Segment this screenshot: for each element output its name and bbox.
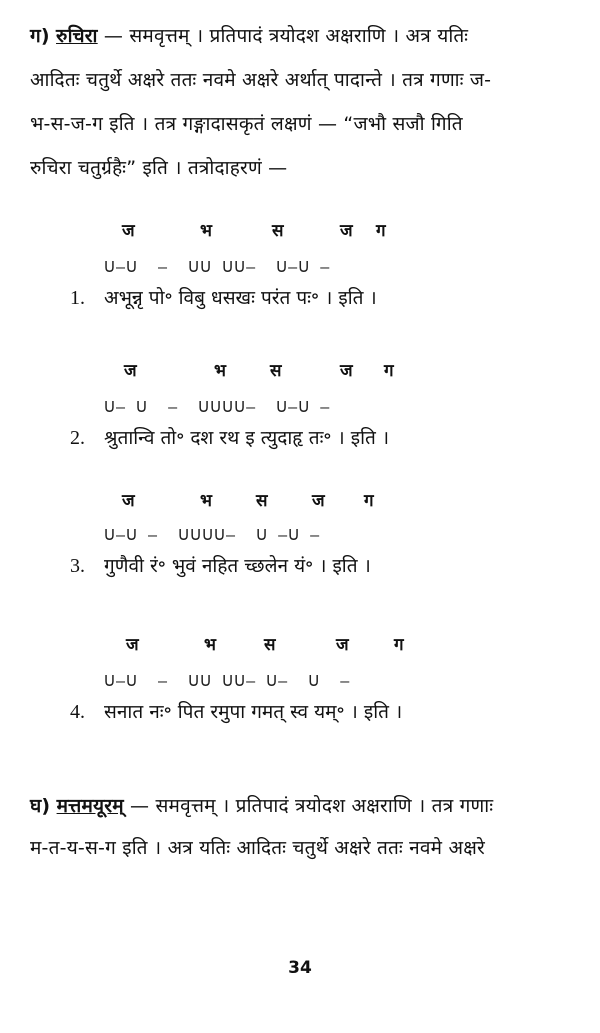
gana-label: ग	[384, 361, 394, 381]
meter-pattern: ᑌ–ᑌ – ᑌᑌ ᑌᑌ– ᑌ–ᑌ –	[104, 258, 331, 276]
example-number: 2.	[70, 427, 85, 449]
gana-label: भ	[214, 361, 226, 381]
gana-label: ग	[376, 221, 386, 241]
gana-label: स	[256, 491, 268, 511]
paragraph-line: आदितः चतुर्थे अक्षरे ततः नवमे अक्षरे अर्थात् पादान्ते । तत्र गणाः ज-	[30, 69, 492, 91]
example-verse	[70, 552, 371, 578]
example-verse	[70, 424, 389, 450]
example-number: 4.	[70, 701, 85, 723]
gana-label: स	[270, 361, 282, 381]
gana-label: ग	[364, 491, 374, 511]
definition-text: — समवृत्तम् । प्रतिपादं त्रयोदश अक्षराणि । तत्र गणाः	[130, 795, 494, 817]
gana-label: ग	[394, 635, 404, 655]
meter-pattern: ᑌ– ᑌ – ᑌᑌᑌᑌ– ᑌ–ᑌ –	[104, 398, 331, 416]
gana-label: स	[272, 221, 284, 241]
gana-label: भ	[200, 491, 212, 511]
meter-pattern: ᑌ–ᑌ – ᑌᑌ ᑌᑌ– ᑌ– ᑌ –	[104, 672, 351, 690]
example-number: 1.	[70, 287, 85, 309]
definition-text: — समवृत्तम् । प्रतिपादं त्रयोदश अक्षराणि । अत्र यतिः	[103, 25, 469, 47]
gana-label: ज	[312, 491, 325, 511]
paragraph-line: भ-स-ज-ग इति । तत्र गङ्गादासकृतं लक्षणं — “जभौ सजौ गिति	[30, 113, 463, 135]
section-label: ग)	[30, 25, 50, 47]
section-label: घ)	[30, 795, 51, 817]
page-number: 34	[288, 958, 312, 978]
gana-label: भ	[204, 635, 216, 655]
gana-label: ज	[124, 361, 137, 381]
example-number: 3.	[70, 555, 85, 577]
gana-label: ज	[336, 635, 349, 655]
verse-text: सनात नः॰ पित रमुपा गमत् स्व यम्॰ । इति ।	[104, 701, 403, 723]
gana-label: स	[264, 635, 276, 655]
paragraph-line: रुचिरा चतुर्ग्रहैः” इति । तत्रोदाहरणं —	[30, 157, 288, 179]
example-verse	[70, 284, 377, 310]
paragraph-line: म-त-य-स-ग इति । अत्र यतिः आदितः चतुर्थे अक्षरे ततः नवमे अक्षरे	[30, 837, 485, 859]
gana-label: ज	[340, 221, 353, 241]
gana-label: भ	[200, 221, 212, 241]
mattamayura-heading-line	[30, 792, 595, 820]
verse-text: अभून्नृ पो॰ विबु धसखः परंत पः॰ । इति ।	[104, 287, 377, 309]
meter-pattern: ᑌ–ᑌ – ᑌᑌᑌᑌ– ᑌ –ᑌ –	[104, 526, 321, 544]
ruchira-heading-line	[30, 22, 595, 50]
meter-name: रुचिरा	[56, 25, 98, 47]
verse-text: श्रुतान्वि तो॰ दश रथ इ त्युदाहृ तः॰ । इति ।	[104, 427, 390, 449]
gana-label: ज	[122, 221, 135, 241]
verse-text: गुणैवी रं॰ भुवं नहित च्छलेन यं॰ । इति ।	[104, 555, 371, 577]
gana-label: ज	[340, 361, 353, 381]
meter-name: मत्तमयूरम्	[56, 795, 124, 817]
gana-label: ज	[122, 491, 135, 511]
gana-label: ज	[126, 635, 139, 655]
example-verse	[70, 698, 402, 724]
